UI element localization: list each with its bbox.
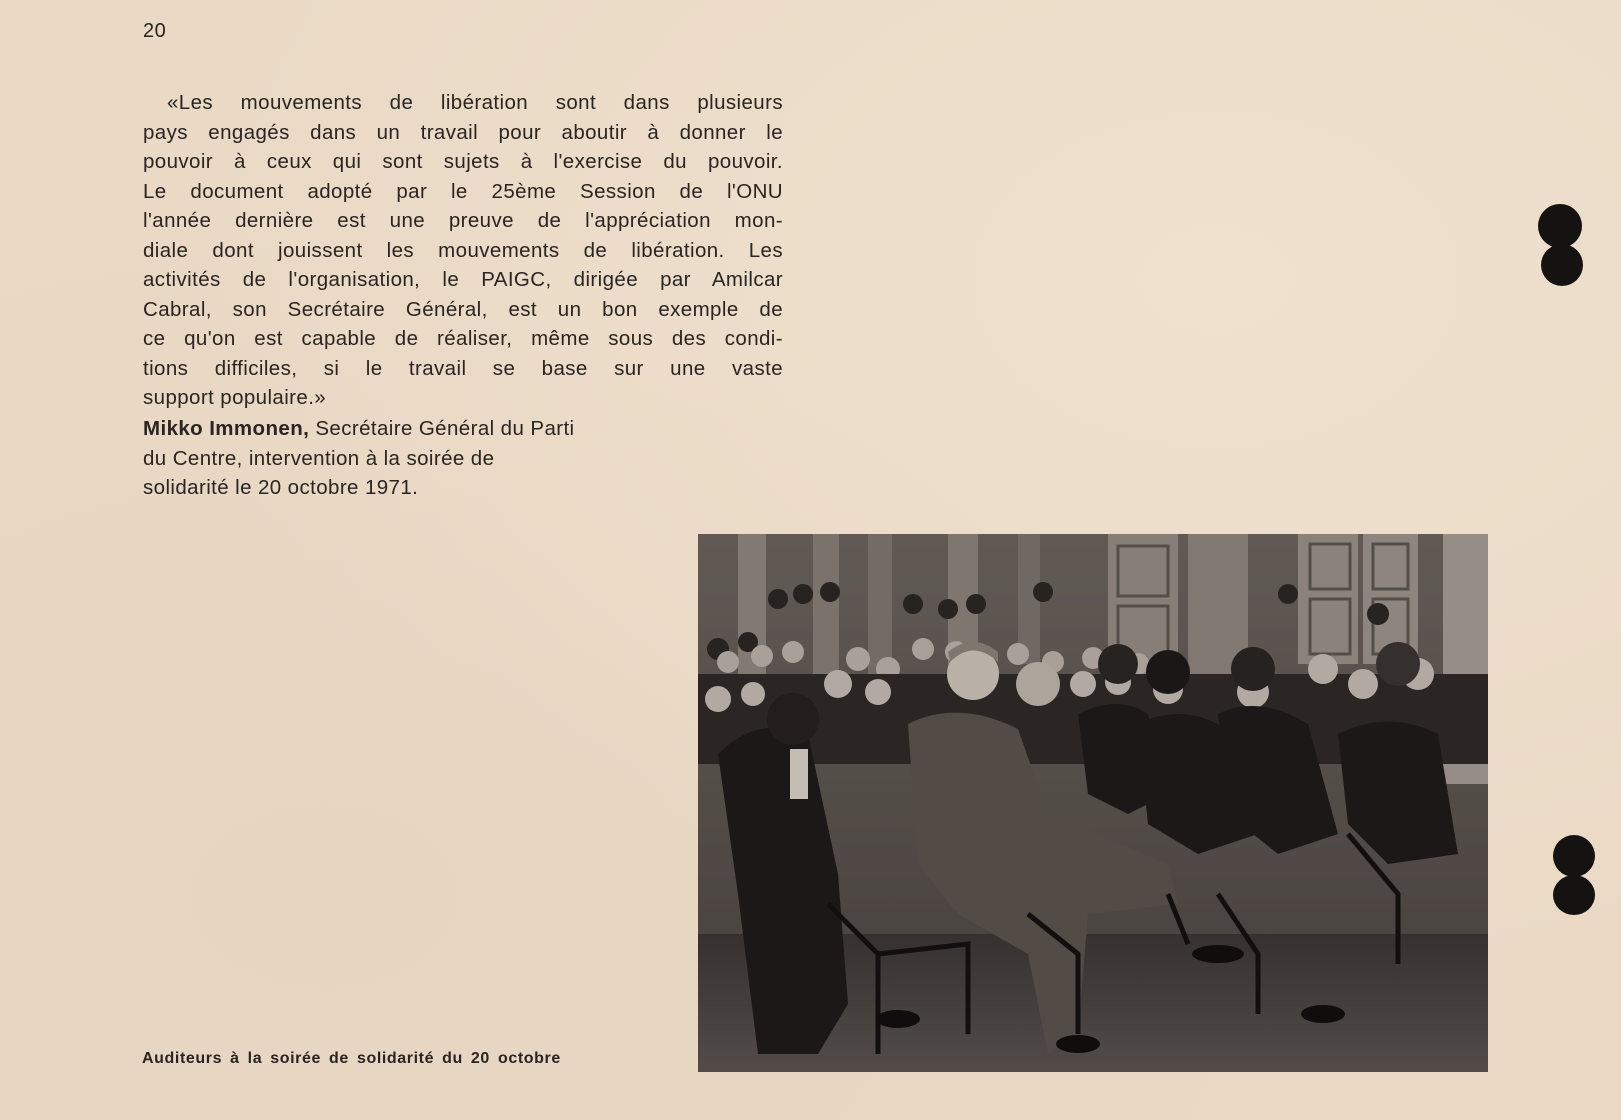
quote-paragraph [143, 88, 783, 413]
punch-hole [1553, 835, 1595, 877]
punch-hole [1553, 875, 1595, 915]
attribution-line-3: solidarité le 20 octobre 1971. [143, 476, 419, 499]
audience-photo [698, 534, 1488, 1072]
quote-line: Cabral, son Secrétaire Général, est un bon exemple de [143, 297, 783, 321]
quote-line: pouvoir à ceux qui sont sujets à l'exercise du pouvoir. [143, 150, 783, 173]
speaker-name: Mikko Immonen, [143, 417, 310, 440]
quote-line: ce qu'on est capable de réaliser, même sous des condi- [143, 327, 783, 350]
quote-line: l'année dernière est une preuve de l'appréciation mon- [143, 209, 783, 232]
page-number: 20 [143, 20, 167, 42]
attribution-line-1 [143, 414, 663, 444]
punch-hole [1541, 244, 1583, 286]
quote-line: «Les mouvements de libération sont dans plusieurs [167, 91, 783, 114]
quote-line: Le document adopté par le 25ème Session de l'ONU [143, 179, 783, 203]
speaker-title: Secrétaire Général du Parti [309, 417, 575, 440]
quote-line: activités de l'organisation, le PAIGC, dirigée par Amilcar [143, 268, 783, 291]
attribution-line-2: du Centre, intervention à la soirée de [143, 446, 495, 470]
punch-hole [1538, 204, 1582, 248]
quote-line: diale dont jouissent les mouvements de libération. Les [143, 238, 783, 262]
quote-line: support populaire.» [143, 386, 327, 409]
audience-photo-illustration [698, 534, 1488, 1072]
quote-line: pays engagés dans un travail pour aboutir à donner le [143, 120, 783, 144]
photo-caption: Auditeurs à la soirée de solidarité du 20 octobre [142, 1050, 561, 1067]
quote-attribution [143, 414, 663, 503]
quote-line: tions difficiles, si le travail se base sur une vaste [143, 356, 783, 380]
